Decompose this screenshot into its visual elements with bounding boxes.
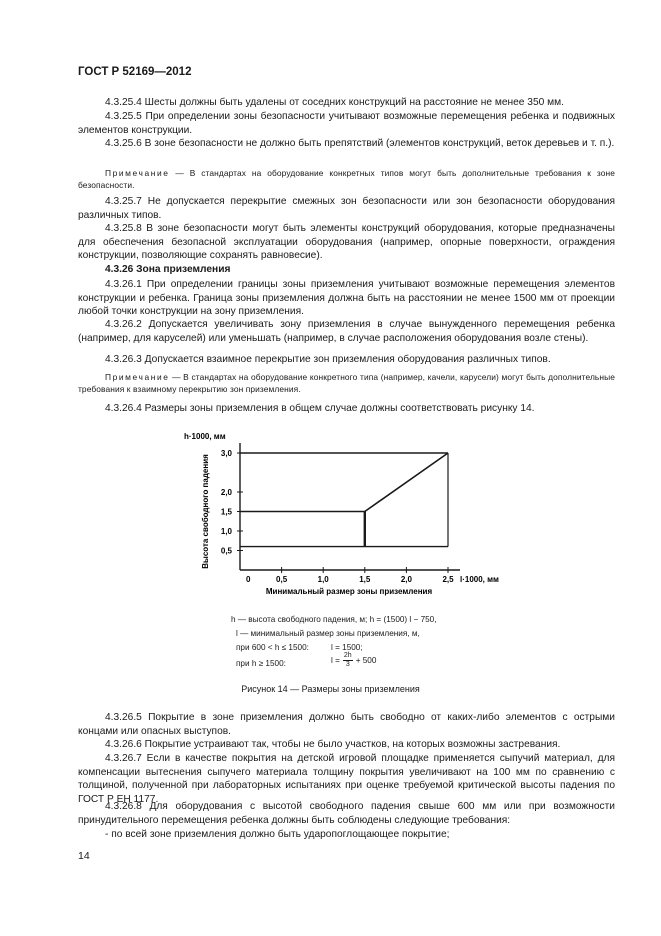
fraction-numerator: 2h <box>343 652 352 659</box>
paragraph-4-3-25-7: 4.3.25.7 Не допускается перекрытие смежных зон безопасности или зон безопасности оборудования различных типов. <box>78 196 615 221</box>
legend-cond-2: при h ≥ 1500: <box>236 659 286 668</box>
legend-line-l: l — минимальный размер зоны приземления, м, <box>236 629 420 638</box>
figure-14-chart <box>0 420 661 620</box>
document-header: ГОСТ Р 52169—2012 <box>78 66 192 78</box>
x-axis-right-label: l·1000, мм <box>460 575 499 584</box>
x-tick-label: 2,0 <box>400 575 412 584</box>
paragraph-4-3-25-5: 4.3.25.5 При определении зоны безопасности учитывают возможные перемещения ребенка и подвижных элементов конструкции. <box>78 111 615 136</box>
paragraph-4-3-26-6: 4.3.26.6 Покрытие устраивают так, чтобы не было участков, на которых возможны застревания. <box>105 739 561 750</box>
formula-prefix: l = <box>331 656 340 665</box>
y-axis-side-label: Высота свободного падения <box>201 454 210 569</box>
paragraph-4-3-26-1: 4.3.26.1 При определении границы зоны приземления учитывают возможные перемещения элементов конструкции и ребенка. Граница зоны приземления должна быть на расстоянии не менее 1500 мм от проекции любой точки конструкции на зону приземления. <box>78 279 615 318</box>
y-tick-label: 2,0 <box>220 488 232 497</box>
paragraph-bullet: - по всей зоне приземления должно быть ударопоглощающее покрытие; <box>105 829 450 840</box>
note-text: — В стандартах на оборудование конкретных типов могут быть дополнительные требования к зоне безопасности. <box>78 168 615 190</box>
paragraph-4-3-25-8: 4.3.25.8 В зоне безопасности могут быть элементы конструкций оборудования, которые предназначены для обеспечения безопасной эксплуатации оборудования (например, опорные поверхности, ограждения конструкции, позволяющие сохранять равновесие). <box>78 223 615 262</box>
legend-line-h: h — высота свободного падения, м; h = (1500) l − 750, <box>231 615 437 624</box>
y-tick-label: 1,5 <box>220 507 232 517</box>
note-text: — В стандартах на оборудование конкретного типа (например, качели, карусели) могут быть дополнительные требования к взаимному перекрытию зон приземления. <box>78 372 615 394</box>
legend-formula-2 <box>331 652 376 669</box>
y-axis-top-label: h·1000, мм <box>184 432 226 441</box>
paragraph-4-3-26-5: 4.3.26.5 Покрытие в зоне приземления должно быть свободно от каких-либо элементов с острыми концами или опасных выступов. <box>78 712 615 737</box>
x-tick-label: 1,5 <box>359 575 371 584</box>
note-landing-zone <box>78 371 615 395</box>
x-tick-label: 2,5 <box>442 575 454 584</box>
x-axis-label: Минимальный размер зоны приземления <box>265 587 433 596</box>
formula-suffix: + 500 <box>355 656 377 665</box>
paragraph-4-3-26-8: 4.3.26.8 Для оборудования с высотой свободного падения свыше 600 мм или при возможности принудительного перемещения ребенка должны быть соблюдены следующие требования: <box>78 801 615 826</box>
fraction-denominator: 3 <box>345 661 350 668</box>
page-number: 14 <box>78 850 90 862</box>
paragraph-4-3-25-4: 4.3.25.4 Шесты должны быть удалены от соседних конструкций на расстояние не менее 350 мм. <box>105 97 564 108</box>
note-safety-zone <box>78 167 615 191</box>
paragraph-4-3-26-3: 4.3.26.3 Допускается взаимное перекрытие зон приземления оборудования различных типов. <box>105 354 551 365</box>
paragraph-4-3-26-4: 4.3.26.4 Размеры зоны приземления в общем случае должны соответствовать рисунку 14. <box>105 403 535 414</box>
x-tick-label: 1,0 <box>317 575 329 584</box>
note-label: Примечание <box>105 372 170 382</box>
paragraph-4-3-26-7: 4.3.26.7 Если в качестве покрытия на детской игровой площадке применяется сыпучий материал, для компенсации вытеснения сыпучего материала толщину покрытия увеличивают на 100 мм по сравнению с толщиной, полученной при лабораторных испытаниях при оценке требуемой критической высоты падения по ГОСТ Р ЕН 1177. <box>78 753 615 805</box>
formula-fraction <box>343 652 353 669</box>
section-heading: 4.3.26 Зона приземления <box>105 264 231 275</box>
x-tick-label: 0,5 <box>276 575 288 584</box>
y-tick-label: 0,5 <box>220 546 232 556</box>
y-tick-label: 3,0 <box>220 449 232 458</box>
origin-label: 0 <box>246 575 251 584</box>
series-line <box>240 453 448 512</box>
y-tick-label: 1,0 <box>220 527 232 536</box>
paragraph-4-3-25-6: 4.3.25.6 В зоне безопасности не должно быть препятствий (элементов конструкций, веток деревьев и т. п.). <box>105 138 615 149</box>
legend-formula-1: l = 1500; <box>331 643 363 652</box>
figure-caption: Рисунок 14 — Размеры зоны приземления <box>241 684 420 694</box>
paragraph-4-3-26-2: 4.3.26.2 Допускается увеличивать зону приземления в случае вынужденного перемещения ребенка (например, для каруселей) или уменьшать (например, в случае расположения оборудования возле стены). <box>78 319 615 344</box>
note-label: Примечание <box>105 168 170 178</box>
legend-cond-1: при 600 < h ≤ 1500: <box>236 643 309 652</box>
